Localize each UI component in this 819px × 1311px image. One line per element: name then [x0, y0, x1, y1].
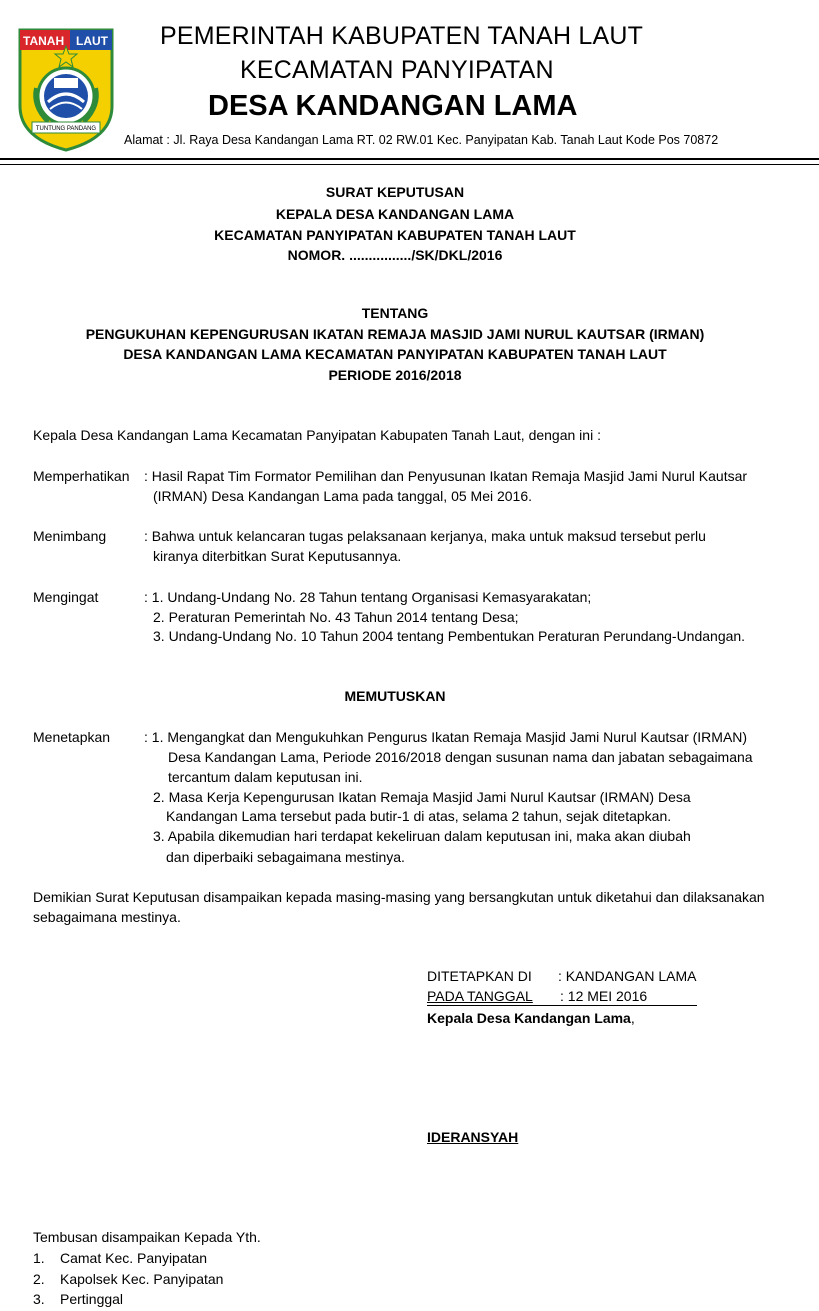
- list-item-number: 2.: [33, 1271, 45, 1287]
- subject-period: PERIODE 2016/2018: [328, 367, 462, 383]
- menimbang-text: : Bahwa untuk kelancaran tugas pelaksanaan kerjanya, maka untuk maksud tersebut perlu: [144, 528, 706, 544]
- menetapkan-item-3-cont: dan diperbaiki sebagaimana mestinya.: [166, 849, 405, 865]
- decree-number: NOMOR. ................/SK/DKL/2016: [287, 247, 503, 263]
- tanggal-label: PADA TANGGAL: [427, 988, 533, 1004]
- mengingat-item-2: 2. Peraturan Pemerintah No. 43 Tahun 2014 tentang Desa;: [153, 609, 519, 625]
- tanggal-value: : 12 MEI 2016: [560, 988, 648, 1004]
- mengingat-item-1: : 1. Undang-Undang No. 28 Tahun tentang Organisasi Kemasyarakatan;: [144, 589, 592, 605]
- tanggal-underline: [427, 1005, 697, 1006]
- menimbang-text-cont: kiranya diterbitkan Surat Keputusannya.: [153, 548, 402, 564]
- signature-position: Kepala Desa Kandangan Lama: [427, 1010, 631, 1026]
- list-item-text: Camat Kec. Panyipatan: [60, 1250, 208, 1266]
- subject-heading: TENTANG: [361, 305, 429, 321]
- menetapkan-item-2: 2. Masa Kerja Kepengurusan Ikatan Remaja Masjid Jami Nurul Kautsar (IRMAN) Desa: [153, 789, 691, 805]
- memperhatikan-label: Memperhatikan: [33, 468, 130, 484]
- decree-title: SURAT KEPUTUSAN: [325, 184, 465, 200]
- menimbang-label: Menimbang: [33, 528, 107, 544]
- closing-paragraph-cont: sebagaimana mestinya.: [33, 909, 181, 925]
- list-item: [33, 1291, 123, 1307]
- signatory-name: IDERANSYAH: [427, 1129, 519, 1145]
- menetapkan-item-1-end: tercantum dalam keputusan ini.: [168, 769, 363, 785]
- ditetapkan-label: DITETAPKAN DI: [427, 968, 532, 984]
- header-village: DESA KANDANGAN LAMA: [208, 90, 578, 122]
- closing-paragraph: Demikian Surat Keputusan disampaikan kepada masing-masing yang bersangkutan untuk diketahui dan dilaksanakan: [33, 889, 765, 905]
- menetapkan-item-1: : 1. Mengangkat dan Mengukuhkan Pengurus Ikatan Remaja Masjid Jami Nurul Kautsar (IRMAN): [144, 729, 748, 745]
- signature-position-comma: ,: [630, 1010, 635, 1026]
- memperhatikan-text: : Hasil Rapat Tim Formator Pemilihan dan Penyusunan Ikatan Remaja Masjid Jami Nurul Kautsar: [144, 468, 748, 484]
- menetapkan-item-1-cont: Desa Kandangan Lama, Periode 2016/2018 dengan susunan nama dan jabatan sebagaimana: [168, 749, 753, 765]
- menetapkan-item-2-cont: Kandangan Lama tersebut pada butir-1 di atas, selama 2 tahun, sejak ditetapkan.: [166, 808, 672, 824]
- intro-paragraph: Kepala Desa Kandangan Lama Kecamatan Panyipatan Kabupaten Tanah Laut, dengan ini :: [33, 427, 601, 443]
- signature-title: [427, 1010, 635, 1026]
- mengingat-item-3: 3. Undang-Undang No. 10 Tahun 2004 tentang Pembentukan Peraturan Perundang-Undangan.: [153, 628, 746, 644]
- header-government: PEMERINTAH KABUPATEN TANAH LAUT: [160, 22, 644, 50]
- list-item-number: 1.: [33, 1250, 45, 1266]
- ditetapkan-value: : KANDANGAN LAMA: [558, 968, 697, 984]
- list-item-number: 3.: [33, 1291, 45, 1307]
- regency-logo: [18, 26, 114, 152]
- subject-line-2: DESA KANDANGAN LAMA KECAMATAN PANYIPATAN KABUPATEN TANAH LAUT: [123, 346, 667, 362]
- header-divider-thin: [0, 164, 819, 165]
- list-item: [33, 1250, 207, 1266]
- header-divider-thick: [0, 158, 819, 160]
- memutuskan-heading: MEMUTUSKAN: [344, 688, 446, 704]
- menetapkan-item-3: 3. Apabila dikemudian hari terdapat kekeliruan dalam keputusan ini, maka akan diubah: [153, 828, 691, 844]
- subject-line-1: PENGUKUHAN KEPENGURUSAN IKATAN REMAJA MASJID JAMI NURUL KAUTSAR (IRMAN): [85, 326, 705, 342]
- memperhatikan-text-cont: (IRMAN) Desa Kandangan Lama pada tanggal, 05 Mei 2016.: [153, 488, 533, 504]
- logo-ribbon: TUNTUNG PANDANG: [35, 126, 97, 132]
- tembusan-heading: Tembusan disampaikan Kepada Yth.: [33, 1229, 261, 1245]
- list-item: [33, 1271, 223, 1287]
- decree-issuer: KEPALA DESA KANDANGAN LAMA: [275, 206, 515, 222]
- header-district: KECAMATAN PANYIPATAN: [240, 56, 554, 84]
- logo-text-right: LAUT: [76, 34, 108, 48]
- decree-issuer-region: KECAMATAN PANYIPATAN KABUPATEN TANAH LAUT: [214, 227, 576, 243]
- header-address: Alamat : Jl. Raya Desa Kandangan Lama RT. 02 RW.01 Kec. Panyipatan Kab. Tanah Laut Kode Pos 70872: [124, 133, 719, 147]
- menetapkan-label: Menetapkan: [33, 729, 111, 745]
- logo-text-left: TANAH: [23, 34, 65, 48]
- list-item-text: Pertinggal: [60, 1291, 124, 1307]
- mengingat-label: Mengingat: [33, 589, 99, 605]
- list-item-text: Kapolsek Kec. Panyipatan: [60, 1271, 224, 1287]
